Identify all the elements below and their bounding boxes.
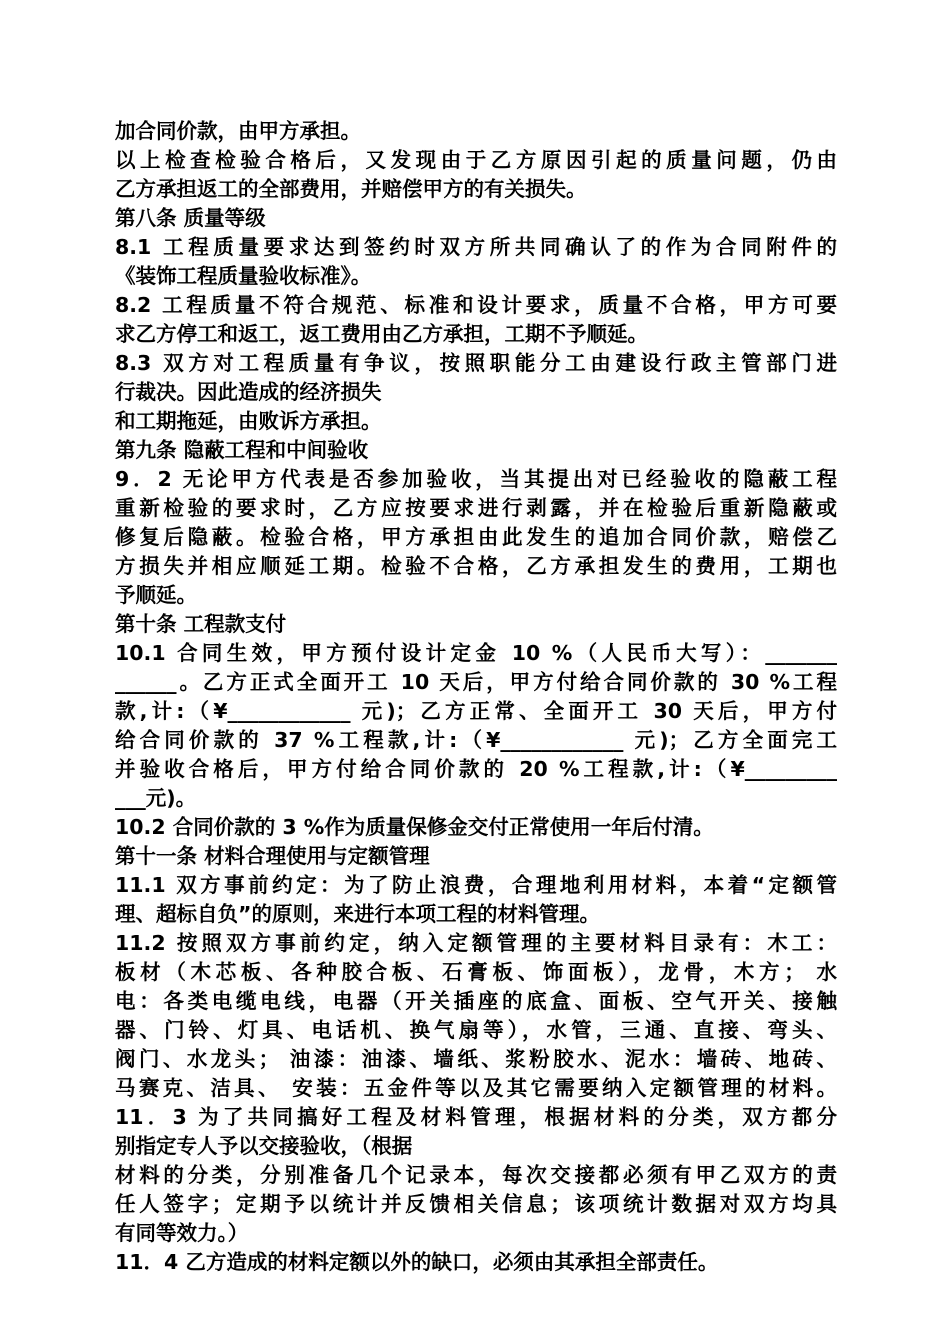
text-line: 加合同价款，由甲方承担。 bbox=[115, 119, 361, 143]
text-line: 8.3 双方对工程质量有争议，按照职能分工由建设行政主管部门进 bbox=[115, 351, 837, 375]
text-line: 给合同价款的 37 %工程款,计:（¥____________ 元)；乙方全面完工 bbox=[115, 728, 837, 752]
section-heading: 第八条 质量等级 bbox=[115, 206, 266, 230]
text-line: 乙方承担返工的全部费用，并赔偿甲方的有关损失。 bbox=[115, 177, 587, 201]
text-line: 行裁决。因此造成的经济损失 bbox=[115, 380, 382, 404]
text-line: 阀门、水龙头； 油漆：油漆、墙纸、浆粉胶水、泥水：墙砖、地砖、 bbox=[115, 1047, 837, 1071]
text-line: 有同等效力。） bbox=[115, 1221, 249, 1245]
text-line: 方损失并相应顺延工期。检验不合格，乙方承担发生的费用，工期也 bbox=[115, 554, 837, 578]
text-line: ___元)。 bbox=[115, 786, 197, 810]
section-heading: 第九条 隐蔽工程和中间验收 bbox=[115, 438, 369, 462]
text-line: 板材（木芯板、各种胶合板、石膏板、饰面板），龙骨，木方； 水 bbox=[115, 960, 837, 984]
text-line: ______。乙方正式全面开工 10 天后，甲方付给合同价款的 30 %工程 bbox=[115, 670, 837, 694]
text-line: 11．3 为了共同搞好工程及材料管理，根据材料的分类，双方都分 bbox=[115, 1105, 837, 1129]
text-line: 款,计:（¥____________ 元)；乙方正常、全面开工 30 天后，甲方付 bbox=[115, 699, 837, 723]
text-line: 求乙方停工和返工，返工费用由乙方承担，工期不予顺延。 bbox=[115, 322, 648, 346]
text-line: 10.2 合同价款的 3 %作为质量保修金交付正常使用一年后付清。 bbox=[115, 815, 714, 839]
text-line: 任人签字；定期予以统计并反馈相关信息；该项统计数据对双方均具 bbox=[115, 1192, 837, 1216]
text-line: 器、门铃、灯具、电话机、换气扇等），水管，三通、直接、弯头、 bbox=[115, 1018, 837, 1042]
text-line: 9．2 无论甲方代表是否参加验收，当其提出对已经验收的隐蔽工程 bbox=[115, 467, 837, 491]
document-page bbox=[115, 117, 837, 1277]
text-line: 8.2 工程质量不符合规范、标准和设计要求，质量不合格，甲方可要 bbox=[115, 293, 837, 317]
text-line: 8.1 工程质量要求达到签约时双方所共同确认了的作为合同附件的 bbox=[115, 235, 837, 259]
text-line: 和工期拖延，由败诉方承担。 bbox=[115, 409, 382, 433]
text-line: 理、超标自负”的原则，来进行本项工程的材料管理。 bbox=[115, 902, 600, 926]
text-line: 别指定专人予以交接验收，（根据 bbox=[115, 1134, 413, 1158]
text-line: 重新检验的要求时，乙方应按要求进行剥露，并在检验后重新隐蔽或 bbox=[115, 496, 837, 520]
text-line: 并验收合格后，甲方付给合同价款的 20 %工程款,计:（¥_________ bbox=[115, 757, 837, 781]
section-heading: 第十条 工程款支付 bbox=[115, 612, 287, 636]
text-line: 马赛克、洁具、 安装：五金件等以及其它需要纳入定额管理的材料。 bbox=[115, 1076, 837, 1100]
text-line: 10.1 合同生效，甲方预付设计定金 10 %（人民币大写）：_______ bbox=[115, 641, 837, 665]
text-line: 修复后隐蔽。检验合格，甲方承担由此发生的追加合同价款，赔偿乙 bbox=[115, 525, 837, 549]
text-line: 11．4 乙方造成的材料定额以外的缺口，必须由其承担全部责任。 bbox=[115, 1250, 719, 1274]
text-line: 以上检查检验合格后，又发现由于乙方原因引起的质量问题，仍由 bbox=[115, 148, 837, 172]
section-heading: 第十一条 材料合理使用与定额管理 bbox=[115, 844, 430, 868]
text-line: 材料的分类，分别准备几个记录本，每次交接都必须有甲乙双方的责 bbox=[115, 1163, 837, 1187]
text-line: 11.1 双方事前约定：为了防止浪费，合理地利用材料，本着“定额管 bbox=[115, 873, 837, 897]
text-line: 11.2 按照双方事前约定，纳入定额管理的主要材料目录有：木工： bbox=[115, 931, 837, 955]
text-line: 《装饰工程质量验收标准》。 bbox=[115, 264, 372, 288]
text-line: 电：各类电缆电线，电器（开关插座的底盒、面板、空气开关、接触 bbox=[115, 989, 837, 1013]
text-line: 予顺延。 bbox=[115, 583, 197, 607]
